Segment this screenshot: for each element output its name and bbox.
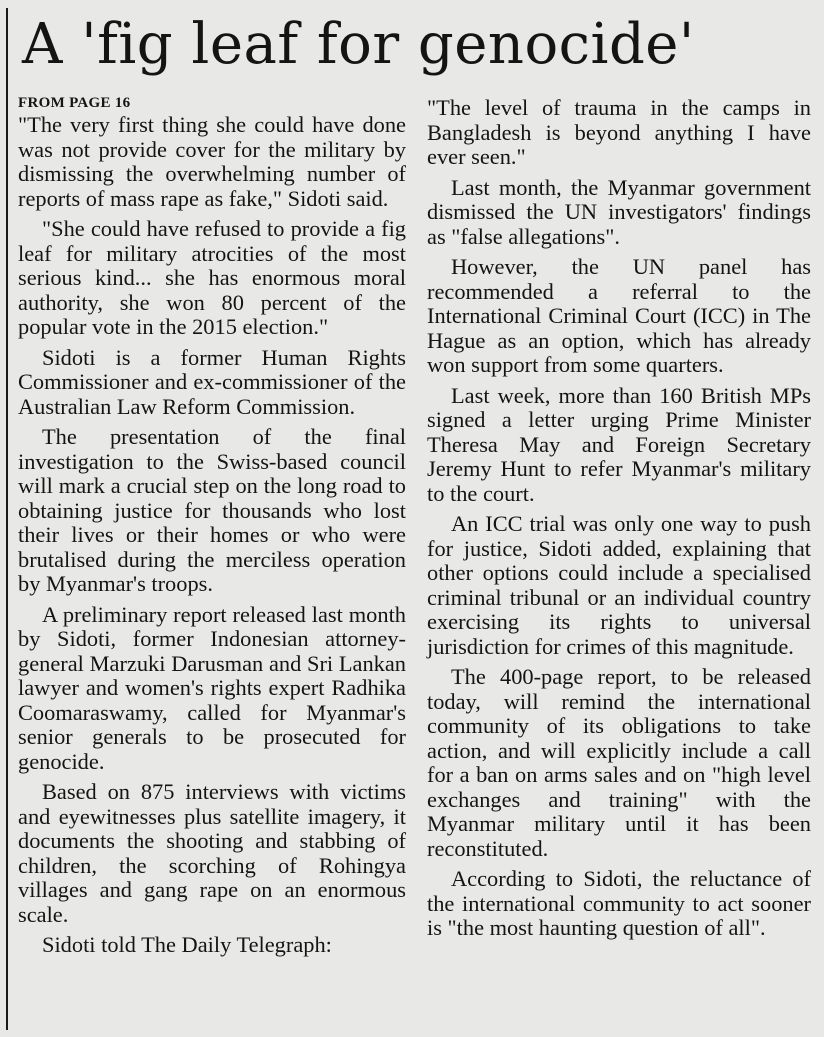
paragraph: "The level of trauma in the camps in Bangladesh is beyond anything I have ever seen." [427,95,811,169]
left-column [18,96,406,1031]
paragraph: According to Sidoti, the reluctance of the international community to act sooner is "the most haunting question of all". [427,866,811,940]
kicker: FROM PAGE 16 [18,95,131,111]
paragraph: A preliminary report released last month by Sidoti, former Indonesian attorney-general Marzuki Darusman and Sri Lankan lawyer and women's rights expert Radhika Coomaraswamy, called for Myanmar's senior generals to be prosecuted for genocide. [18,601,406,774]
headline: A 'fig leaf for genocide' [22,12,695,77]
paragraph: Sidoti told The Daily Telegraph: [42,932,332,957]
paragraph: "The very first thing she could have done was not provide cover for the military by dismissing the overwhelming number of reports of mass rape as fake," Sidoti said. [18,112,406,211]
paragraph: Last month, the Myanmar government dismissed the UN investigators' findings as "false allegations". [427,174,811,249]
paragraph: An ICC trial was only one way to push for justice, Sidoti added, explaining that other options could include a specialised criminal tribunal or an individual country exercising its rights to universal jurisdiction for crimes of this magnitude. [427,511,811,659]
paragraph: The 400-page report, to be released today, will remind the international community of its obligations to take action, and will explicitly include a call for a ban on arms sales and on "high level exchanges and training" with the Myanmar military until it has been reconstituted. [427,664,811,861]
paragraph: Sidoti is a former Human Rights Commissioner and ex-commissioner of the Australian Law Reform Commission. [18,344,406,419]
paragraph: The presentation of the final investigation to the Swiss-based council will mark a crucial step on the long road to obtaining justice for thousands who lost their lives or their homes or who were brutalised during the merciless operation by Myanmar's troops. [18,424,406,596]
column-rule [6,8,8,1030]
paragraph: Based on 875 interviews with victims and eyewitnesses plus satellite imagery, it documents the shooting and stabbing of children, the scorching of Rohingya villages and gang rape on an enormous scale. [18,779,406,927]
right-column [427,96,811,1031]
paragraph: Last week, more than 160 British MPs signed a letter urging Prime Minister Theresa May and Foreign Secretary Jeremy Hunt to refer Myanmar's military to the court. [427,382,811,506]
paragraph: "She could have refused to provide a fig leaf for military atrocities of the most serious kind... she has enormous moral authority, she won 80 percent of the popular vote in the 2015 election." [18,216,406,339]
paragraph: However, the UN panel has recommended a referral to the International Criminal Court (ICC) in The Hague as an option, which has already won support from some quarters. [427,254,811,377]
